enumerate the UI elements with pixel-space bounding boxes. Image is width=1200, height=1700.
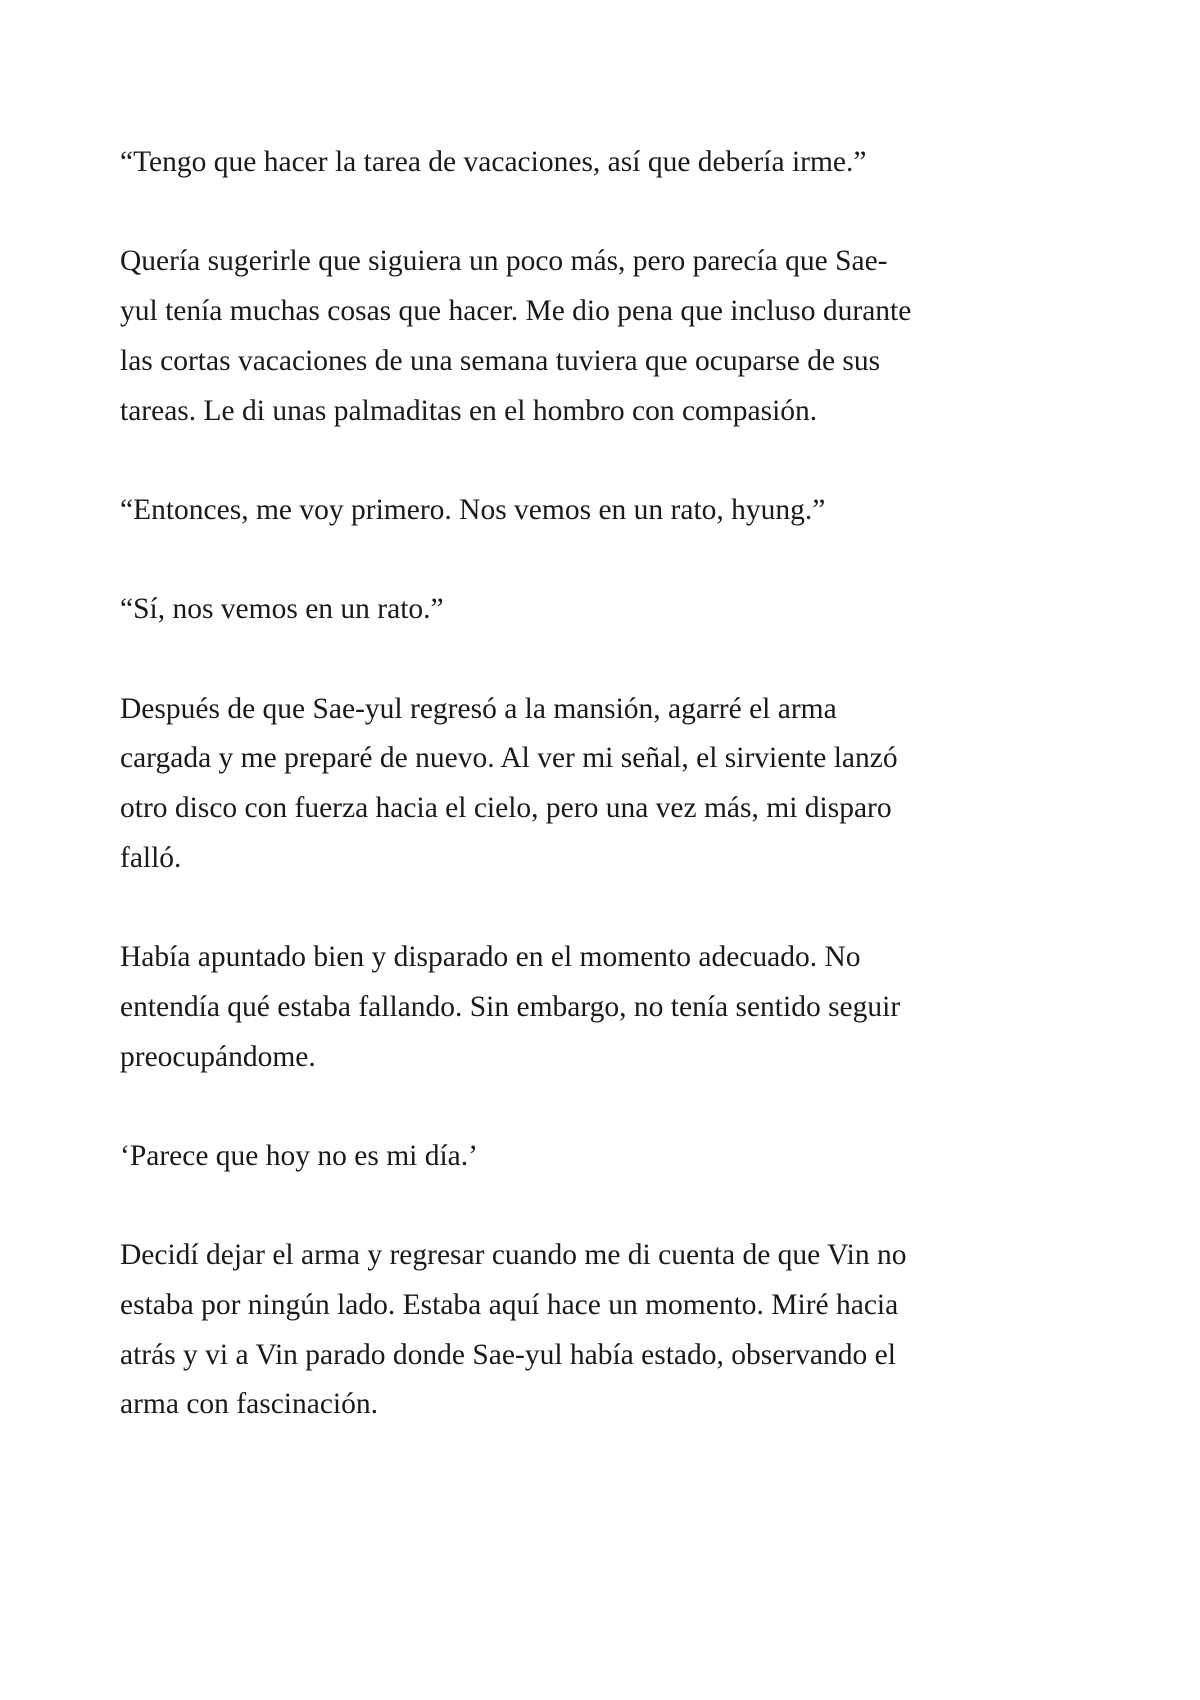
paragraph bbox=[120, 685, 1020, 884]
text-line: arma con fascinación. bbox=[120, 1388, 378, 1421]
paragraph bbox=[120, 486, 1020, 536]
text-line: “Tengo que hacer la tarea de vacaciones, así que debería irme.” bbox=[120, 146, 867, 178]
text-line: Quería sugerirle que siguiera un poco más, pero parecía que Sae- bbox=[120, 245, 888, 278]
text-line: tareas. Le di unas palmaditas en el hombro con compasión. bbox=[120, 394, 818, 427]
text-line: otro disco con fuerza hacia el cielo, pero una vez más, mi disparo bbox=[120, 792, 892, 825]
text-line: entendía qué estaba fallando. Sin embargo, no tenía sentido seguir bbox=[120, 990, 901, 1023]
text-line: Decidí dejar el arma y regresar cuando me di cuenta de que Vin no bbox=[120, 1239, 907, 1272]
text-line: cargada y me preparé de nuevo. Al ver mi señal, el sirviente lanzó bbox=[120, 742, 898, 775]
text-line: las cortas vacaciones de una semana tuviera que ocuparse de sus bbox=[120, 344, 881, 377]
text-line: “Sí, nos vemos en un rato.” bbox=[120, 593, 444, 626]
paragraph bbox=[120, 1132, 1020, 1182]
text-line: ‘Parece que hoy no es mi día.’ bbox=[120, 1139, 478, 1172]
text-line: falló. bbox=[120, 841, 182, 874]
text-line: preocupándome. bbox=[120, 1040, 316, 1073]
paragraph bbox=[120, 933, 1020, 1082]
paragraph bbox=[120, 585, 1020, 635]
text-line: atrás y vi a Vin parado donde Sae-yul había estado, observando el bbox=[120, 1338, 896, 1371]
text-line: “Entonces, me voy primero. Nos vemos en un rato, hyung.” bbox=[120, 493, 826, 526]
text-line: Había apuntado bien y disparado en el momento adecuado. No bbox=[120, 941, 861, 974]
text-line: yul tenía muchas cosas que hacer. Me dio pena que incluso durante bbox=[120, 295, 912, 328]
paragraph bbox=[120, 1231, 1020, 1430]
paragraph bbox=[120, 138, 1020, 188]
text-line: Después de que Sae-yul regresó a la mansión, agarré el arma bbox=[120, 692, 837, 725]
document-page bbox=[120, 138, 1020, 1480]
paragraph bbox=[120, 237, 1020, 436]
text-line: estaba por ningún lado. Estaba aquí hace un momento. Miré hacia bbox=[120, 1289, 899, 1322]
